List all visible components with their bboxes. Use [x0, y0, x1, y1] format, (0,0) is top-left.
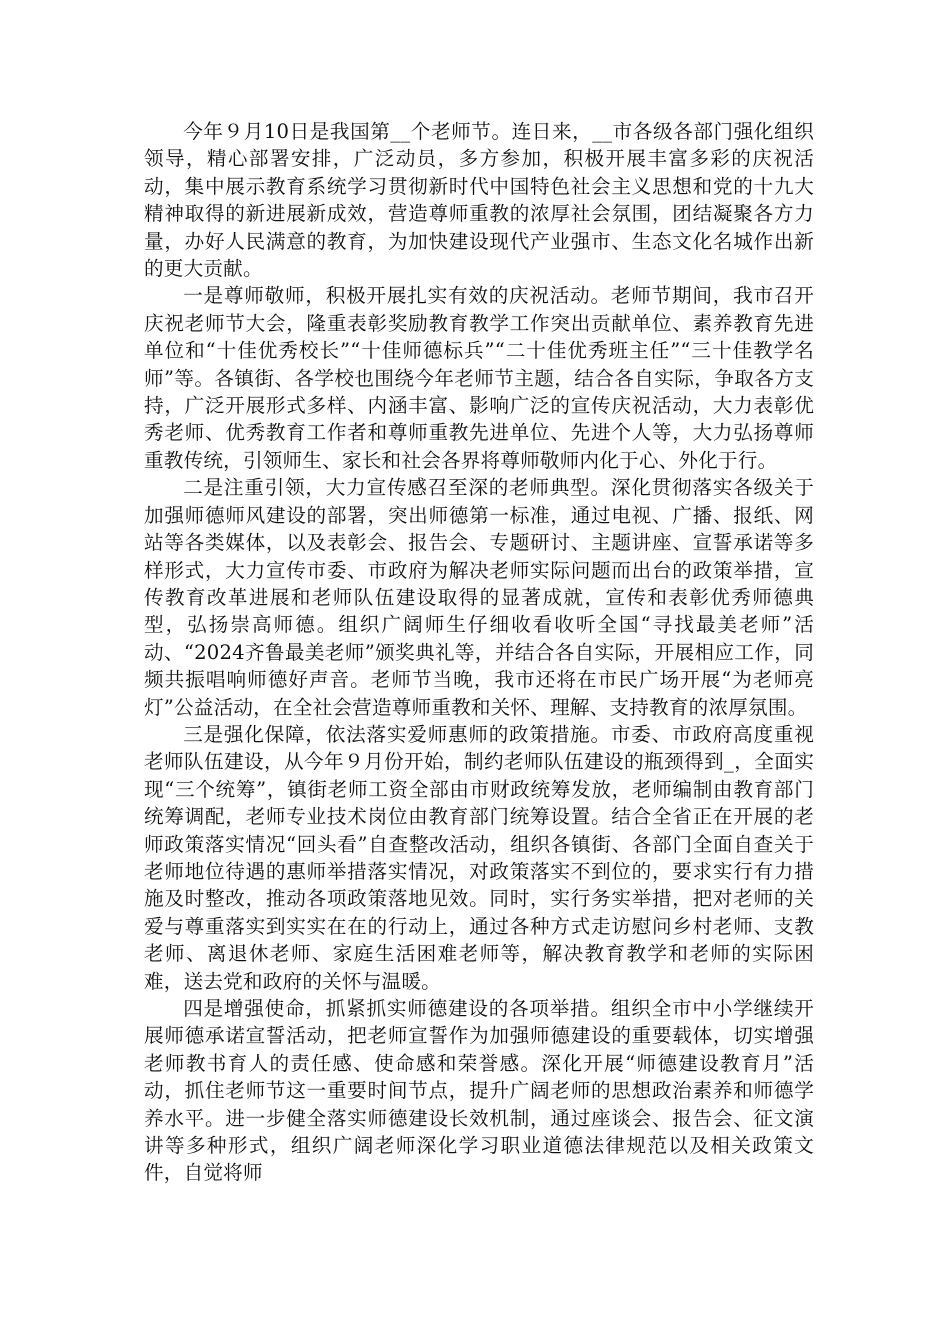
- paragraph-point-three: 三是强化保障，依法落实爱师惠师的政策措施。市委、市政府高度重视老师队伍建设，从今年９月份开始，制约老师队伍建设的瓶颈得到_，全面实现“三个统筹”，镇街老师工资全部由市财政统筹发放，老师编制由教育部门统筹调配，老师专业技术岗位由教育部门统筹设置。结合全省正在开展的老师政策落实情况“回头看”自查整改活动，组织各镇街、各部门全面自查关于老师地位待遇的惠师举措落实情况，对政策落实不到位的，要求实行有力措施及时整改，推动各项政策落地见效。同时，实行务实举措，把对老师的关爱与尊重落实到实实在在的行动上，通过各种方式走访慰问乡村老师、支教老师、离退休老师、家庭生活困难老师等，解决教育教学和老师的实际困难，送去党和政府的关怀与温暖。: [144, 722, 814, 993]
- paragraph-intro: 今年９月10日是我国第__个老师节。连日来，__市各级各部门强化组织领导，精心部署安排，广泛动员，多方参加，积极开展丰富多彩的庆祝活动，集中展示教育系统学习贯彻新时代中国特色社会主义思想和党的十九大精神取得的新进展新成效，营造尊师重教的浓厚社会氛围，团结凝聚各方力量，办好人民满意的教育，为加快建设现代产业强市、生态文化名城作出新的更大贡献。: [144, 120, 814, 281]
- document-page: [144, 118, 814, 1187]
- paragraph-point-one: 一是尊师敬师，积极开展扎实有效的庆祝活动。老师节期间，我市召开庆祝老师节大会，隆重表彰奖励教育教学工作突出贡献单位、素养教育先进单位和“十佳优秀校长”“十佳师德标兵”“二十佳优秀班主任”“三十佳教学名师”等。各镇街、各学校也围绕今年老师节主题，结合各自实际，争取各方支持，广泛开展形式多样、内涵丰富、影响广泛的宣传庆祝活动，大力表彰优秀老师、优秀教育工作者和尊师重教先进单位、先进个人等，大力弘扬尊师重教传统，引领师生、家长和社会各界将尊师敬师内化于心、外化于行。: [144, 284, 814, 472]
- paragraph-point-two: 二是注重引领，大力宣传感召至深的老师典型。深化贯彻落实各级关于加强师德师风建设的部署，突出师德第一标准，通过电视、广播、报纸、网站等各类媒体，以及表彰会、报告会、专题研讨、主题讲座、宣誓承诺等多样形式，大力宣传市委、市政府为解决老师实际问题而出台的政策举措，宣传教育改革进展和老师队伍建设取得的显著成就，宣传和表彰优秀师德典型，弘扬崇高师德。组织广阔师生仔细收看收听全国“寻找最美老师”活动、“2024齐鲁最美老师”颁奖典礼等，并结合各自实际，开展相应工作，同频共振唱响师德好声音。老师节当晚，我市还将在市民广场开展“为老师亮灯”公益活动，在全社会营造尊师重教和关怀、理解、支持教育的浓厚氛围。: [144, 476, 814, 719]
- paragraph-point-four: 四是增强使命，抓紧抓实师德建设的各项举措。组织全市中小学继续开展师德承诺宣誓活动，把老师宣誓作为加强师德建设的重要载体，切实增强老师教书育人的责任感、使命感和荣誉感。深化开展“师德建设教育月”活动，抓住老师节这一重要时间节点，提升广阔老师的思想政治素养和师德学养水平。进一步健全落实师德建设长效机制，通过座谈会、报告会、征文演讲等多种形式，组织广阔老师深化学习职业道德法律规范以及相关政策文件，自觉将师: [144, 997, 814, 1185]
